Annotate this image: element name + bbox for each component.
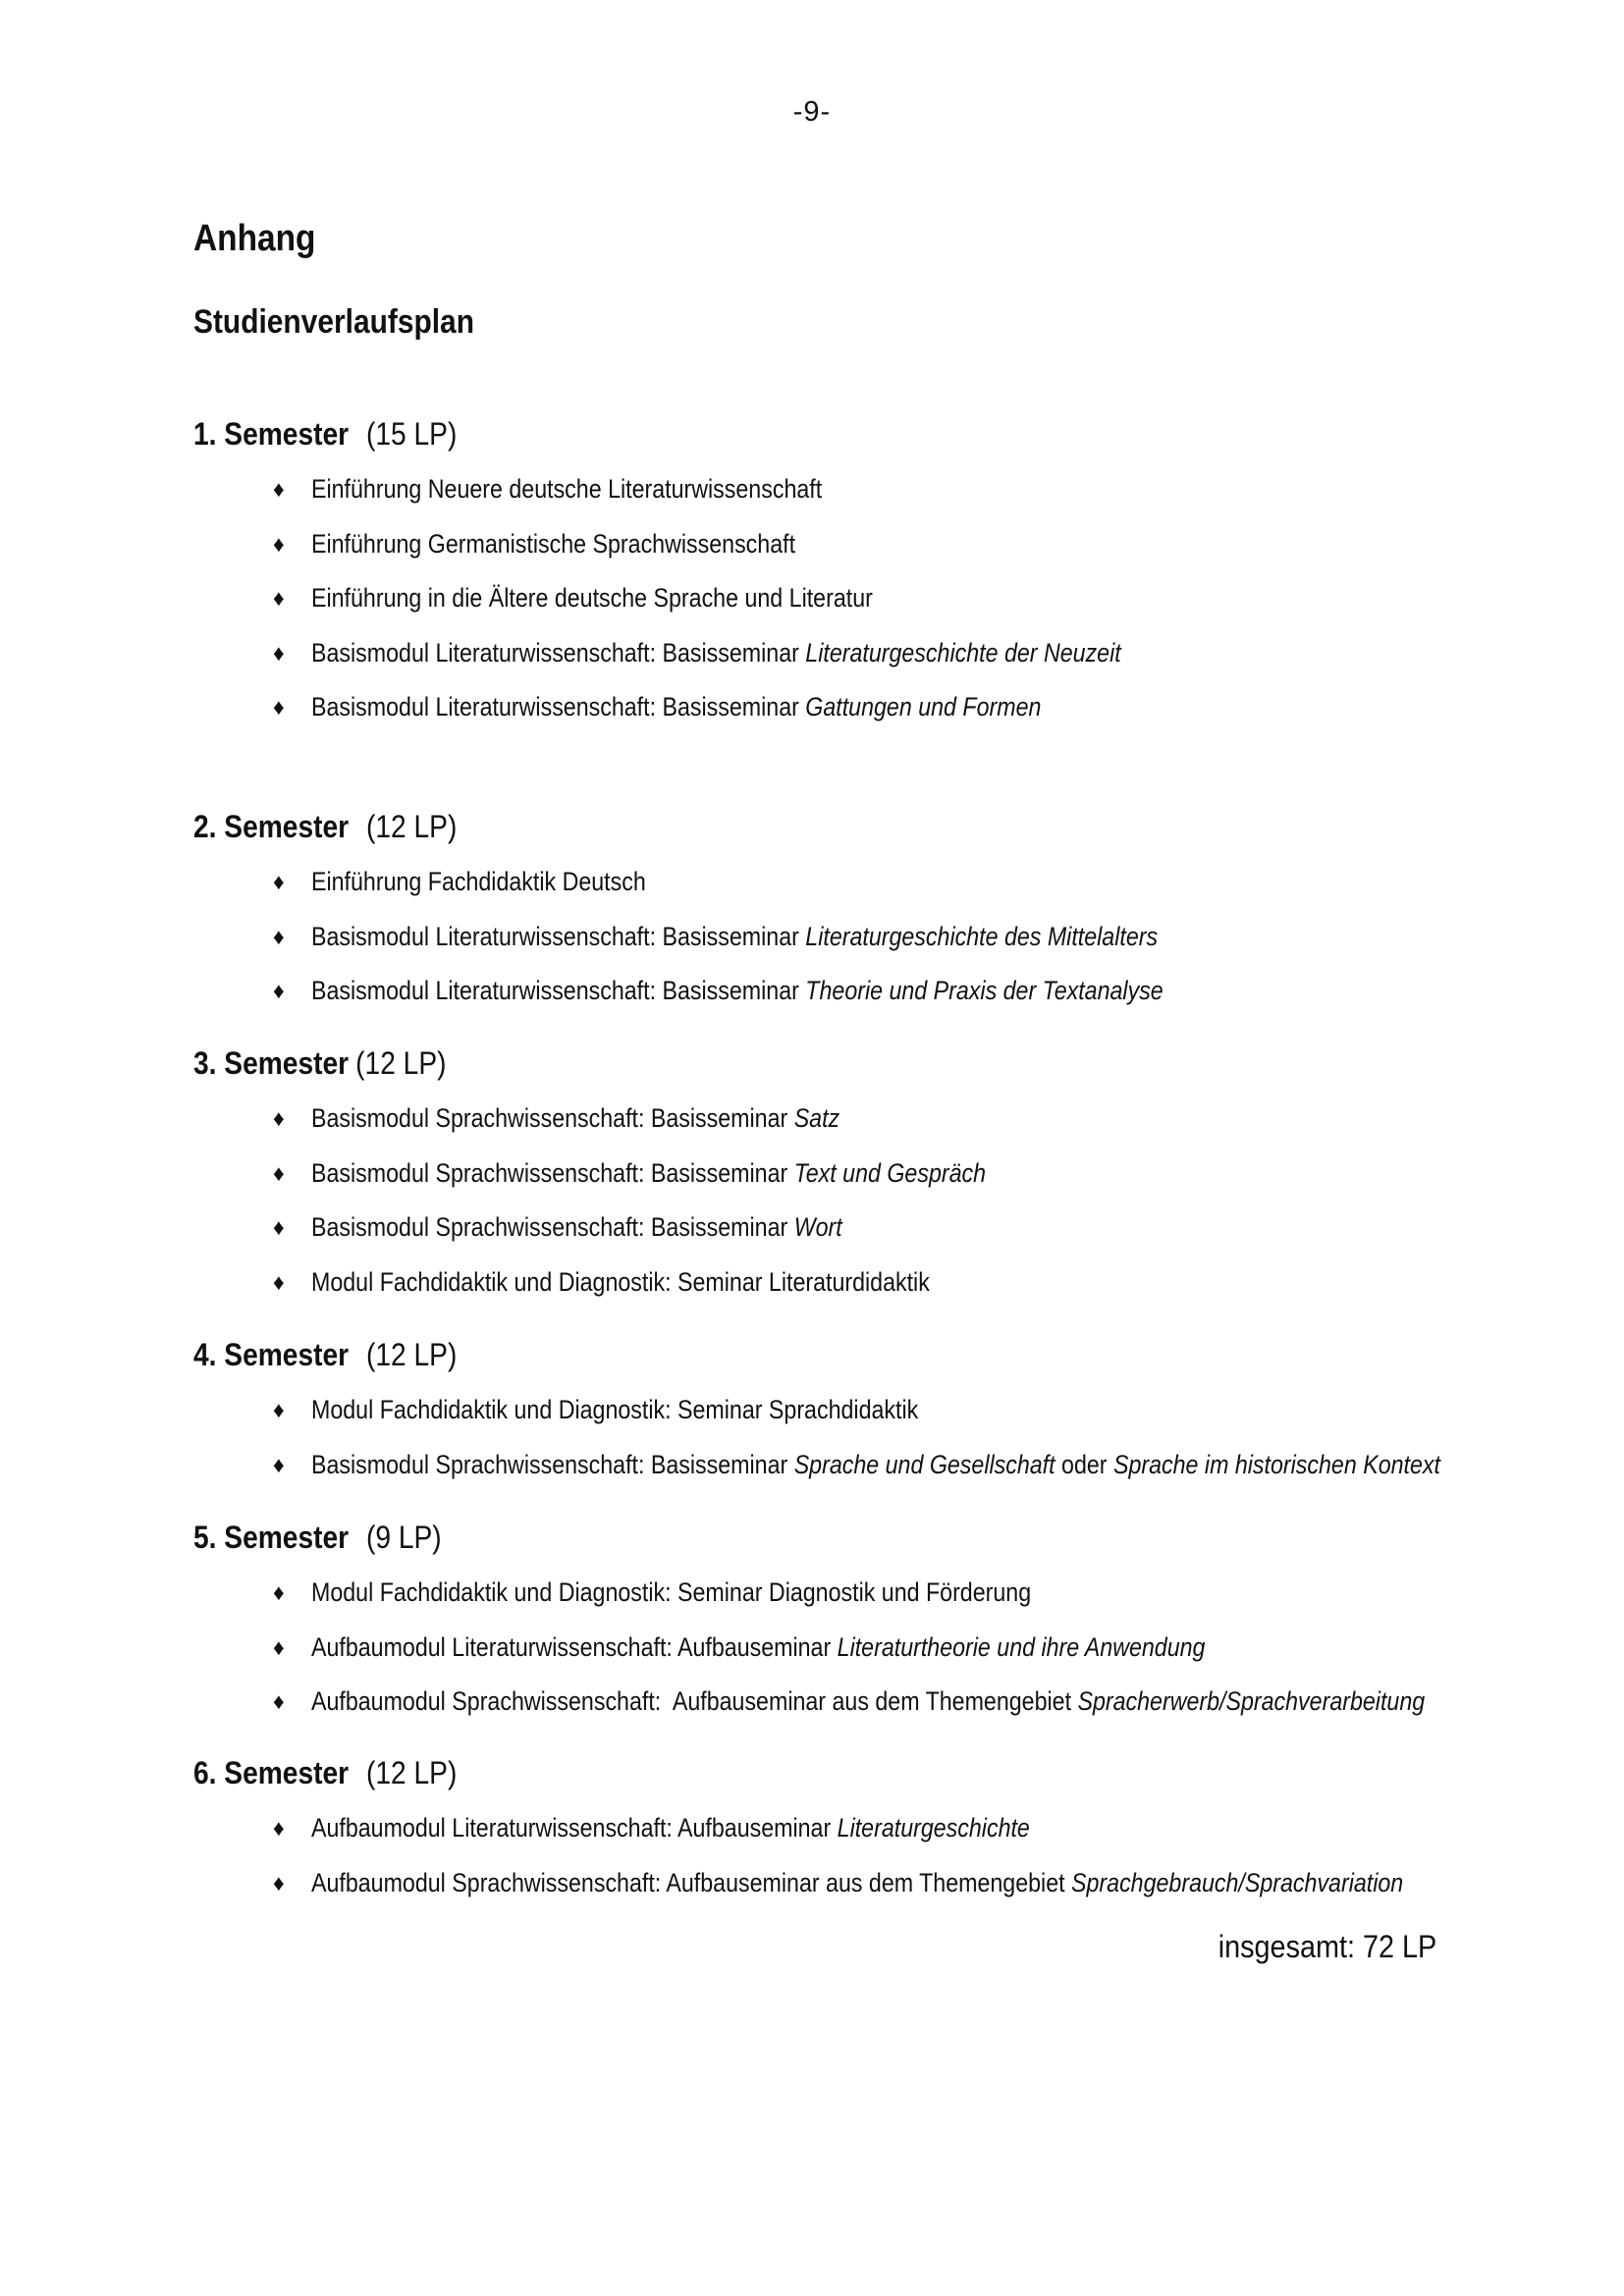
- module-list-item: [193, 862, 1302, 917]
- semester-header: [193, 1337, 1452, 1376]
- total-credits: insgesamt: 72 LP: [1218, 1929, 1436, 1964]
- module-title-italic: Literaturgeschichte des Mittelalters: [805, 921, 1159, 951]
- module-title-italic: Gattungen und Formen: [805, 692, 1042, 721]
- semester-header: [193, 809, 1168, 848]
- module-text: Modul Fachdidaktik und Diagnostik: Seminar Diagnostik und Förderung: [311, 1577, 1032, 1607]
- module-list-item: [193, 1628, 1606, 1682]
- semester-title: 2. Semester: [193, 809, 350, 844]
- module-list: [193, 1098, 1096, 1316]
- diamond-bullet-icon: ♦: [273, 1688, 285, 1714]
- module-text: Basismodul Sprachwissenschaft: Basisseminar: [311, 1103, 794, 1133]
- semester-header: [193, 1045, 988, 1085]
- module-list-item: [193, 1808, 1581, 1863]
- module-title-italic: Sprache im historischen Kontext: [1112, 1449, 1440, 1479]
- module-list-item: [193, 1445, 1624, 1500]
- module-list: [193, 1808, 1581, 1917]
- module-title-italic: Satz: [793, 1103, 840, 1133]
- semester-block: [193, 1045, 1096, 1316]
- module-text: Modul Fachdidaktik und Diagnostik: Seminar Literaturdidaktik: [311, 1266, 930, 1297]
- diamond-bullet-icon: ♦: [273, 869, 285, 894]
- semester-credits: (12 LP): [355, 1045, 447, 1081]
- diamond-bullet-icon: ♦: [273, 1397, 285, 1422]
- diamond-bullet-icon: ♦: [273, 694, 285, 720]
- module-list: [193, 1390, 1624, 1499]
- appendix-heading: Anhang: [193, 218, 316, 259]
- module-list-item: [193, 971, 1302, 1026]
- diamond-bullet-icon: ♦: [273, 923, 285, 949]
- study-plan-heading: Studienverlaufsplan: [193, 303, 474, 341]
- semester-title: 3. Semester: [193, 1045, 350, 1081]
- diamond-bullet-icon: ♦: [273, 1579, 285, 1605]
- module-title-italic: Sprachgebrauch/Sprachvariation: [1071, 1867, 1404, 1897]
- module-title-italic: Literaturgeschichte der Neuzeit: [805, 637, 1121, 667]
- diamond-bullet-icon: ♦: [273, 1815, 285, 1841]
- module-title-italic: Theorie und Praxis der Textanalyse: [805, 976, 1164, 1005]
- module-text: Aufbaumodul Sprachwissenschaft: Aufbauseminar aus dem Themengebiet: [311, 1867, 1072, 1897]
- diamond-bullet-icon: ♦: [273, 585, 285, 611]
- diamond-bullet-icon: ♦: [273, 1268, 285, 1295]
- semester-credits: (15 LP): [366, 416, 458, 452]
- module-text: Basismodul Literaturwissenschaft: Basisseminar: [311, 692, 806, 721]
- module-list-item: [193, 1682, 1606, 1736]
- module-list-item: [193, 1098, 1096, 1153]
- semester-title: 6. Semester: [193, 1755, 350, 1790]
- module-list-item: [193, 1390, 1624, 1445]
- module-text: Basismodul Sprachwissenschaft: Basisseminar: [311, 1449, 794, 1479]
- module-text: Basismodul Literaturwissenschaft: Basisseminar: [311, 976, 806, 1005]
- module-title-italic: Literaturgeschichte: [837, 1813, 1030, 1842]
- diamond-bullet-icon: ♦: [273, 530, 285, 557]
- semester-block: [193, 416, 1253, 742]
- module-text: Basismodul Literaturwissenschaft: Basisseminar: [311, 637, 806, 667]
- semester-block: [193, 1337, 1624, 1499]
- module-text: Aufbaumodul Literaturwissenschaft: Aufbauseminar: [311, 1631, 838, 1662]
- module-list-item: [193, 1863, 1581, 1918]
- module-list-item: [193, 1573, 1606, 1628]
- module-list-item: [193, 633, 1253, 688]
- module-list-item: [193, 1207, 1096, 1262]
- module-list-item: [193, 469, 1253, 524]
- semester-block: [193, 1755, 1581, 1917]
- module-text: Modul Fachdidaktik und Diagnostik: Seminar Sprachdidaktik: [311, 1395, 919, 1424]
- semester-block: [193, 1520, 1606, 1736]
- module-title-italic: Spracherwerb/Sprachverarbeitung: [1077, 1686, 1426, 1716]
- semester-title: 1. Semester: [193, 416, 350, 452]
- semester-header: [193, 1520, 1436, 1559]
- semester-credits: (9 LP): [366, 1520, 442, 1555]
- module-list-item: [193, 1262, 1096, 1317]
- semester-block: [193, 809, 1302, 1026]
- semester-title: 4. Semester: [193, 1337, 350, 1372]
- module-list: [193, 1573, 1606, 1736]
- module-title-italic: Wort: [793, 1212, 842, 1242]
- module-list-item: [193, 524, 1253, 579]
- semester-header: [193, 416, 1125, 455]
- diamond-bullet-icon: ♦: [273, 1105, 285, 1131]
- semester-credits: (12 LP): [366, 1755, 458, 1790]
- module-list: [193, 862, 1302, 1026]
- module-text: Aufbaumodul Literaturwissenschaft: Aufbauseminar: [311, 1813, 838, 1842]
- module-text: Basismodul Sprachwissenschaft: Basisseminar: [311, 1157, 794, 1188]
- module-list-item: [193, 578, 1253, 633]
- module-text: Basismodul Literaturwissenschaft: Basisseminar: [311, 921, 806, 951]
- semester-header: [193, 1755, 1415, 1794]
- module-text: Einführung Neuere deutsche Literaturwissenschaft: [311, 474, 823, 504]
- module-list: [193, 469, 1253, 742]
- diamond-bullet-icon: ♦: [273, 978, 285, 1003]
- module-text: Einführung Fachdidaktik Deutsch: [311, 867, 646, 896]
- module-text: Einführung in die Ältere deutsche Sprache und Literatur: [311, 583, 873, 613]
- diamond-bullet-icon: ♦: [273, 639, 285, 666]
- semester-title: 5. Semester: [193, 1520, 350, 1555]
- semester-credits: (12 LP): [366, 809, 458, 844]
- module-text: Einführung Germanistische Sprachwissenschaft: [311, 528, 796, 559]
- diamond-bullet-icon: ♦: [273, 1633, 285, 1660]
- module-text: oder: [1055, 1449, 1113, 1479]
- module-text: Aufbaumodul Sprachwissenschaft: Aufbauseminar aus dem Themengebiet: [311, 1686, 1078, 1716]
- diamond-bullet-icon: ♦: [273, 1451, 285, 1477]
- semester-credits: (12 LP): [366, 1337, 458, 1372]
- module-list-item: [193, 917, 1302, 972]
- module-list-item: [193, 687, 1253, 742]
- diamond-bullet-icon: ♦: [273, 1159, 285, 1186]
- module-title-italic: Sprache und Gesellschaft: [793, 1449, 1056, 1479]
- module-list-item: [193, 1153, 1096, 1208]
- page-number: -9-: [792, 96, 832, 128]
- diamond-bullet-icon: ♦: [273, 1869, 285, 1896]
- module-title-italic: Literaturtheorie und ihre Anwendung: [837, 1631, 1206, 1662]
- module-title-italic: Text und Gespräch: [793, 1157, 987, 1188]
- module-text: Basismodul Sprachwissenschaft: Basisseminar: [311, 1212, 794, 1242]
- diamond-bullet-icon: ♦: [273, 1214, 285, 1240]
- diamond-bullet-icon: ♦: [273, 476, 285, 502]
